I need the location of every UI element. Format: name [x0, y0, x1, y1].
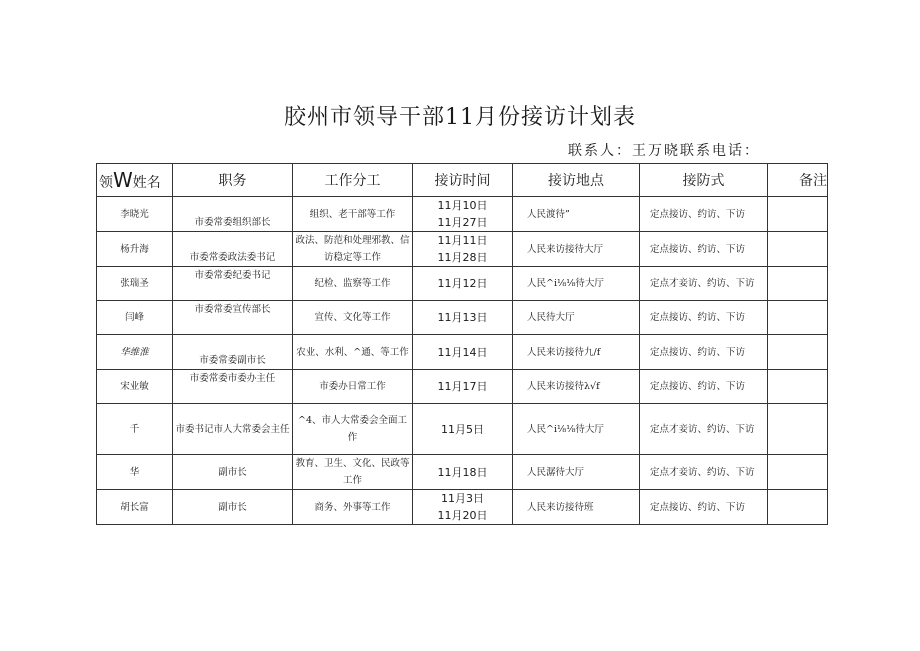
cell-time-line-1: 11月5日	[441, 422, 484, 436]
cell-work: 商务、外事等工作	[293, 490, 413, 525]
header-note: 备注	[768, 164, 828, 197]
cell-position: 市委常委宣传部长	[173, 301, 293, 335]
table-row	[97, 335, 828, 370]
header-method: 接防式	[640, 164, 768, 197]
header-name-label: 姓名	[132, 175, 161, 191]
cell-time	[413, 267, 513, 301]
cell-name: 闫峰	[97, 301, 173, 335]
cell-place: 人民来访接待λ√f	[513, 370, 640, 404]
cell-work: 政法、防范和处理邪教、信访稳定等工作	[293, 232, 413, 267]
contact-line: 联系人：王万晓联系电话：	[568, 143, 760, 159]
cell-time-line-1: 11月12日	[437, 277, 488, 290]
cell-name: 华	[97, 455, 173, 490]
cell-position: 市委常委市委办主任	[173, 370, 293, 404]
cell-method: 定点才妾访、约访、下访	[640, 404, 768, 455]
table-row	[97, 267, 828, 301]
header-place: 接访地点	[513, 164, 640, 197]
cell-position: 市委常委纪委书记	[173, 267, 293, 301]
cell-method: 定点接访、约访、下访	[640, 490, 768, 525]
cell-time	[413, 490, 513, 525]
cell-method: 定点才妾访、约访、下访	[640, 455, 768, 490]
cell-place: 人民待大厅	[513, 301, 640, 335]
cell-method: 定点接访、约访、下访	[640, 232, 768, 267]
cell-time-line-1: 11月17日	[437, 380, 488, 393]
visit-schedule-table	[96, 163, 828, 525]
cell-place: 人民^i⅛⅛待大厅	[513, 404, 640, 455]
cell-note	[768, 197, 828, 232]
cell-time-line-1: 11月18日	[437, 465, 488, 479]
cell-time	[413, 232, 513, 267]
cell-time	[413, 370, 513, 404]
cell-time-line-1: 11月3日	[441, 492, 484, 505]
cell-work: 纪检、监察等工作	[293, 267, 413, 301]
header-name-w: W	[113, 168, 133, 192]
cell-method: 定点接访、约访、下访	[640, 370, 768, 404]
cell-position: 副市长	[173, 490, 293, 525]
cell-work: 组织、老干部等工作	[293, 197, 413, 232]
cell-position: 市委常委组织部长	[173, 197, 293, 232]
header-time: 接访时间	[413, 164, 513, 197]
table-row	[97, 370, 828, 404]
cell-time-line-2: 11月28日	[437, 251, 488, 264]
cell-name: 华维淮	[97, 335, 173, 370]
table-row	[97, 404, 828, 455]
cell-position: 市委书记市人大常委会主任	[173, 404, 293, 455]
cell-place: 人民来访接待九/f	[513, 335, 640, 370]
cell-time-line-2: 11月27日	[437, 216, 488, 229]
cell-note	[768, 335, 828, 370]
cell-note	[768, 455, 828, 490]
cell-name: 宋业敏	[97, 370, 173, 404]
cell-time	[413, 301, 513, 335]
cell-work: 农业、水利、^通、等工作	[293, 335, 413, 370]
cell-time	[413, 197, 513, 232]
cell-time-line-2: 11月20日	[437, 509, 488, 522]
cell-name: 胡长富	[97, 490, 173, 525]
table-row	[97, 301, 828, 335]
cell-method: 定点接访、约访、下访	[640, 301, 768, 335]
cell-place: 人民^i⅛⅛待大厅	[513, 267, 640, 301]
cell-work: 宣传、文化等工作	[293, 301, 413, 335]
table-row	[97, 490, 828, 525]
cell-method: 定点接访、约访、下访	[640, 197, 768, 232]
cell-time	[413, 404, 513, 455]
cell-place: 人民来访接待大厅	[513, 232, 640, 267]
table-header-row	[97, 164, 828, 197]
cell-name: 李晓光	[97, 197, 173, 232]
cell-note	[768, 404, 828, 455]
table-row	[97, 455, 828, 490]
page-title: 胶州市领导干部11月份接访计划表	[284, 105, 636, 130]
cell-position: 市委常委政法委书记	[173, 232, 293, 267]
header-work: 工作分工	[293, 164, 413, 197]
cell-time-line-1: 11月14日	[437, 345, 488, 359]
cell-name: 张瑞圣	[97, 267, 173, 301]
cell-work: 教育、卫生、文化、民政等工作	[293, 455, 413, 490]
header-name	[97, 164, 173, 197]
cell-time-line-1: 11月13日	[437, 311, 488, 324]
table-row	[97, 197, 828, 232]
table-row	[97, 232, 828, 267]
cell-place: 人民潺待大厅	[513, 455, 640, 490]
cell-note	[768, 370, 828, 404]
cell-position: 市委常委副市长	[173, 335, 293, 370]
cell-place: 人民来访接待班	[513, 490, 640, 525]
cell-method: 定点接访、约访、下访	[640, 335, 768, 370]
header-position: 职务	[173, 164, 293, 197]
cell-note	[768, 267, 828, 301]
header-name-prefix: 领	[99, 175, 113, 191]
cell-time-line-1: 11月10日	[437, 199, 488, 212]
cell-note	[768, 490, 828, 525]
cell-time	[413, 455, 513, 490]
cell-time	[413, 335, 513, 370]
cell-name: 千	[97, 404, 173, 455]
cell-place: 人民渡待”	[513, 197, 640, 232]
cell-work: ^4、市人大常委会全面工作	[293, 404, 413, 455]
cell-work: 市委办日常工作	[293, 370, 413, 404]
cell-time-line-1: 11月11日	[437, 234, 488, 247]
cell-method: 定点才妾访、约访、下访	[640, 267, 768, 301]
cell-note	[768, 301, 828, 335]
cell-position: 副市长	[173, 455, 293, 490]
cell-note	[768, 232, 828, 267]
cell-name: 杨升海	[97, 232, 173, 267]
